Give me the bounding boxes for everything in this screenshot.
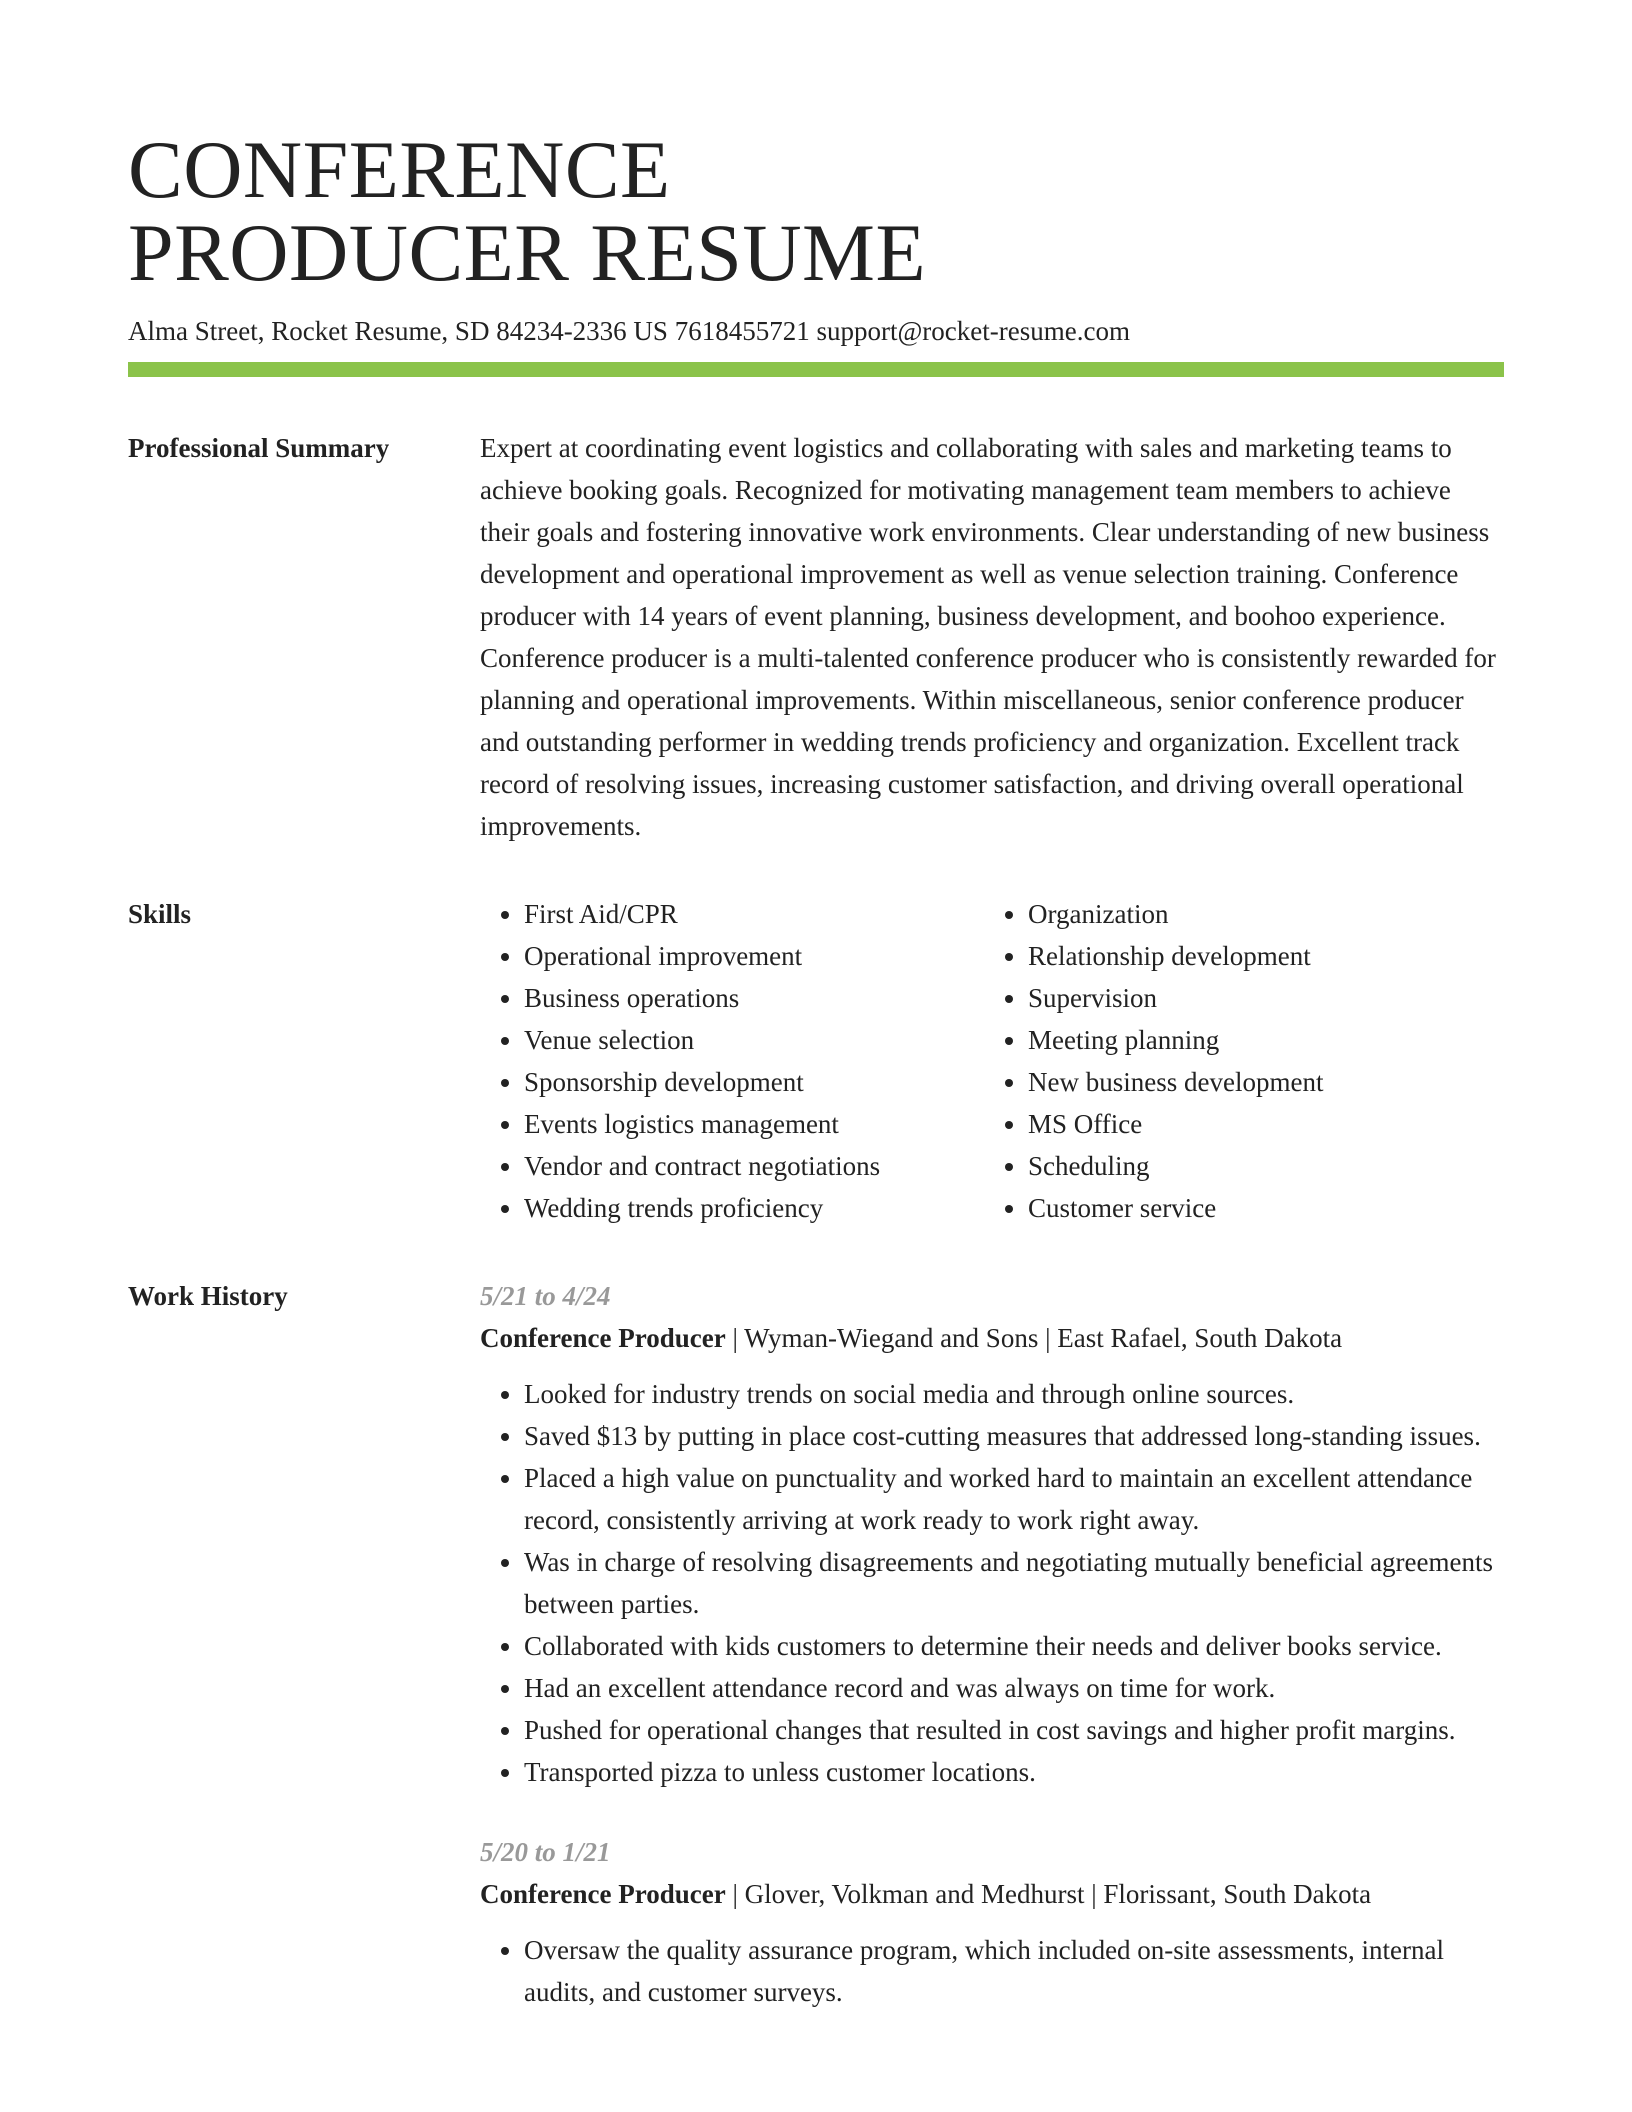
skill-item: • Venue selection [524, 1019, 984, 1061]
job-bullets [480, 1929, 1504, 2013]
job-bullet: • Pushed for operational changes that resulted in cost savings and higher profit margins. [524, 1709, 1504, 1751]
job-title: Conference Producer [480, 1879, 726, 1909]
job-employer-location: | Glover, Volkman and Medhurst | Florissant, South Dakota [725, 1879, 1372, 1909]
skill-item: • First Aid/CPR [524, 893, 984, 935]
skills-list-col1 [480, 893, 984, 1229]
skill-item: • Customer service [1028, 1187, 1488, 1229]
job-bullet: • Had an excellent attendance record and was always on time for work. [524, 1667, 1504, 1709]
skill-item: • Organization [1028, 893, 1488, 935]
job-dates: 5/21 to 4/24 [480, 1281, 611, 1311]
job-bullet: • Transported pizza to unless customer locations. [524, 1751, 1504, 1793]
skill-item: • Vendor and contract negotiations [524, 1145, 984, 1187]
skills-label: Skills [128, 899, 192, 929]
contact-info: Alma Street, Rocket Resume, SD 84234-2336 US 7618455721 support@rocket-resume.com [128, 316, 1130, 346]
skill-item: • Relationship development [1028, 935, 1488, 977]
job-entry [480, 1275, 1504, 1793]
job-dates: 5/20 to 1/21 [480, 1837, 611, 1867]
summary-text: Expert at coordinating event logistics and collaborating with sales and marketing teams to achieve booking goals. Recognized for motivating management team members to achieve their goals and fostering innovative work environments. Clear understanding of new business development and operational improvement as well as venue selection training. Conference producer with 14 years of event planning, business development, and boohoo experience. Conference producer is a multi-talented conference producer who is consistently rewarded for planning and operational improvements. Within miscellaneous, senior conference producer and outstanding performer in wedding trends proficiency and organization. Excellent track record of resolving issues, increasing customer satisfaction, and driving overall operational improvements. [480, 433, 1496, 841]
work-history-content [480, 1275, 1504, 2013]
title-line-1: CONFERENCE [128, 124, 671, 215]
skills-content [480, 893, 1504, 1229]
summary-section [128, 427, 1504, 847]
skills-list-col2 [984, 893, 1488, 1229]
job-heading [480, 1317, 1504, 1359]
job-entry [480, 1831, 1504, 2013]
job-bullet: • Saved $13 by putting in place cost-cutting measures that addressed long-standing issues. [524, 1415, 1504, 1457]
skill-item: • Business operations [524, 977, 984, 1019]
resume-page [128, 0, 1504, 2013]
skill-item: • Supervision [1028, 977, 1488, 1019]
work-history-section [128, 1275, 1504, 2013]
job-heading [480, 1873, 1504, 1915]
resume-title [128, 0, 1504, 298]
skill-item: • Events logistics management [524, 1103, 984, 1145]
title-line-2: PRODUCER RESUME [128, 207, 927, 298]
job-bullet: • Looked for industry trends on social media and through online sources. [524, 1373, 1504, 1415]
skill-item: • Operational improvement [524, 935, 984, 977]
skill-item: • MS Office [1028, 1103, 1488, 1145]
summary-label: Professional Summary [128, 433, 390, 463]
summary-content [480, 427, 1504, 847]
skill-item: • Sponsorship development [524, 1061, 984, 1103]
skill-item: • New business development [1028, 1061, 1488, 1103]
accent-divider [128, 362, 1504, 377]
job-bullet: • Collaborated with kids customers to determine their needs and deliver books service. [524, 1625, 1504, 1667]
skill-item: • Wedding trends proficiency [524, 1187, 984, 1229]
job-bullets [480, 1373, 1504, 1793]
job-employer-location: | Wyman-Wiegand and Sons | East Rafael, South Dakota [725, 1323, 1343, 1353]
job-bullet: • Was in charge of resolving disagreements and negotiating mutually beneficial agreements between parties. [524, 1541, 1504, 1625]
job-bullet: • Placed a high value on punctuality and worked hard to maintain an excellent attendance record, consistently arriving at work ready to work right away. [524, 1457, 1504, 1541]
skills-section [128, 893, 1504, 1229]
job-bullet: • Oversaw the quality assurance program, which included on-site assessments, internal audits, and customer surveys. [524, 1929, 1504, 2013]
work-history-label: Work History [128, 1281, 288, 1311]
job-title: Conference Producer [480, 1323, 726, 1353]
skill-item: • Meeting planning [1028, 1019, 1488, 1061]
skill-item: • Scheduling [1028, 1145, 1488, 1187]
